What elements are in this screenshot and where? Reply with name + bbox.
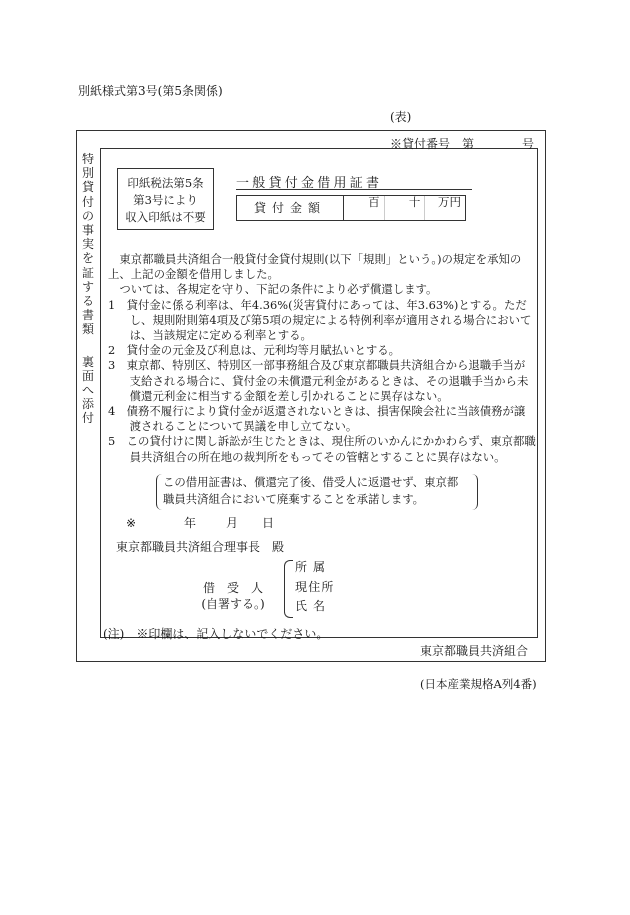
condition-item: 3 東京都、特別区、特別区一部事務組合及び東京都職員共済組合から退職手当が支給される場合に、貸付金の未償還元利金があるときは、その退職手当から未償還元利金に相当する金額を差し引かれることに異存はない。 (108, 358, 529, 403)
paper-standard: (日本産業規格A列4番) (420, 677, 537, 691)
stamp-line: 第3号により (133, 193, 198, 207)
intro-paragraph: ついては、各規定を守り、下記の条件により必ず償還します。 (119, 282, 438, 297)
side-label: (表) (390, 110, 412, 124)
borrower-fields (295, 558, 335, 617)
amount-label: 貸付金額 (237, 196, 344, 220)
title-underline (236, 189, 472, 190)
stamp-line: 印紙税法第5条 (127, 176, 204, 190)
date-line (126, 514, 274, 531)
field-affiliation: 所属 (295, 560, 332, 574)
addressee: 東京都職員共済組合理事長 殿 (116, 540, 285, 554)
date-day: 日 (262, 516, 275, 530)
disposal-consent-note (156, 474, 478, 510)
condition-item: 2 貸付金の元金及び利息は、元利均等月賦払いとする。 (108, 343, 401, 358)
vertical-note-part1: 特別貸付の事実を証する書類 (81, 152, 94, 337)
condition-item: 5 この貸付けに関し訴訟が生じたときは、現住所のいかんにかかわらず、東京都職員共済組合の所在地の裁判所をもってその管轄とすることに異存はない。 (108, 434, 536, 464)
condition-item: 4 債務不履行により貸付金が返還されないときは、損害保険会社に当該債務が譲渡されることについて異議を申し立てない。 (108, 404, 526, 434)
field-name: 氏名 (295, 599, 332, 613)
amount-unit-ten: 十 (385, 196, 426, 220)
stamp-line: 収入印紙は不要 (125, 210, 206, 224)
condition-item: 1 貸付金に係る利率は、年4.36%(災害貸付にあっては、年3.63%)とする。ただし、規則附則第4項及び第5項の規定による特例利率が適用される場合においては、当該規定に定める利率とする。 (108, 297, 532, 343)
note-line: 職員共済組合において廃棄することを承諾します。 (163, 491, 425, 506)
amount-box (236, 195, 466, 221)
union-name: 東京都職員共済組合 (420, 644, 529, 658)
vertical-note-part2: 裏面へ添付 (81, 354, 94, 426)
note-line: この借用証書は、償還完了後、借受人に返還せず、東京都 (163, 475, 459, 489)
intro-paragraph: 東京都職員共済組合一般貸付金貸付規則(以下「規則」という。)の規定を承知の上、上記の金額を借用しました。 (108, 252, 522, 282)
borrower-label (195, 580, 271, 612)
date-year: 年 (184, 516, 197, 530)
amount-unit-manyen: 万円 (438, 195, 462, 209)
certificate-title: 一般貸付金借用証書 (236, 176, 383, 191)
vertical-note (78, 152, 98, 426)
form-label: 別紙様式第3号(第5条関係) (78, 84, 223, 98)
field-address: 現住所 (295, 579, 335, 594)
date-month: 月 (226, 516, 239, 530)
lending-number: ※貸付番号 第 号 (390, 137, 535, 151)
borrower-title: 借 受 人 (202, 581, 263, 595)
date-mark: ※ (126, 516, 137, 530)
stamp-box (117, 168, 214, 230)
certificate-body (108, 252, 536, 465)
footnote: (注) ※印欄は、記入しないでください。 (103, 627, 329, 641)
brace (284, 560, 293, 618)
borrower-sub: (自署する。) (201, 597, 265, 611)
amount-unit-hundred: 百 (344, 196, 385, 220)
